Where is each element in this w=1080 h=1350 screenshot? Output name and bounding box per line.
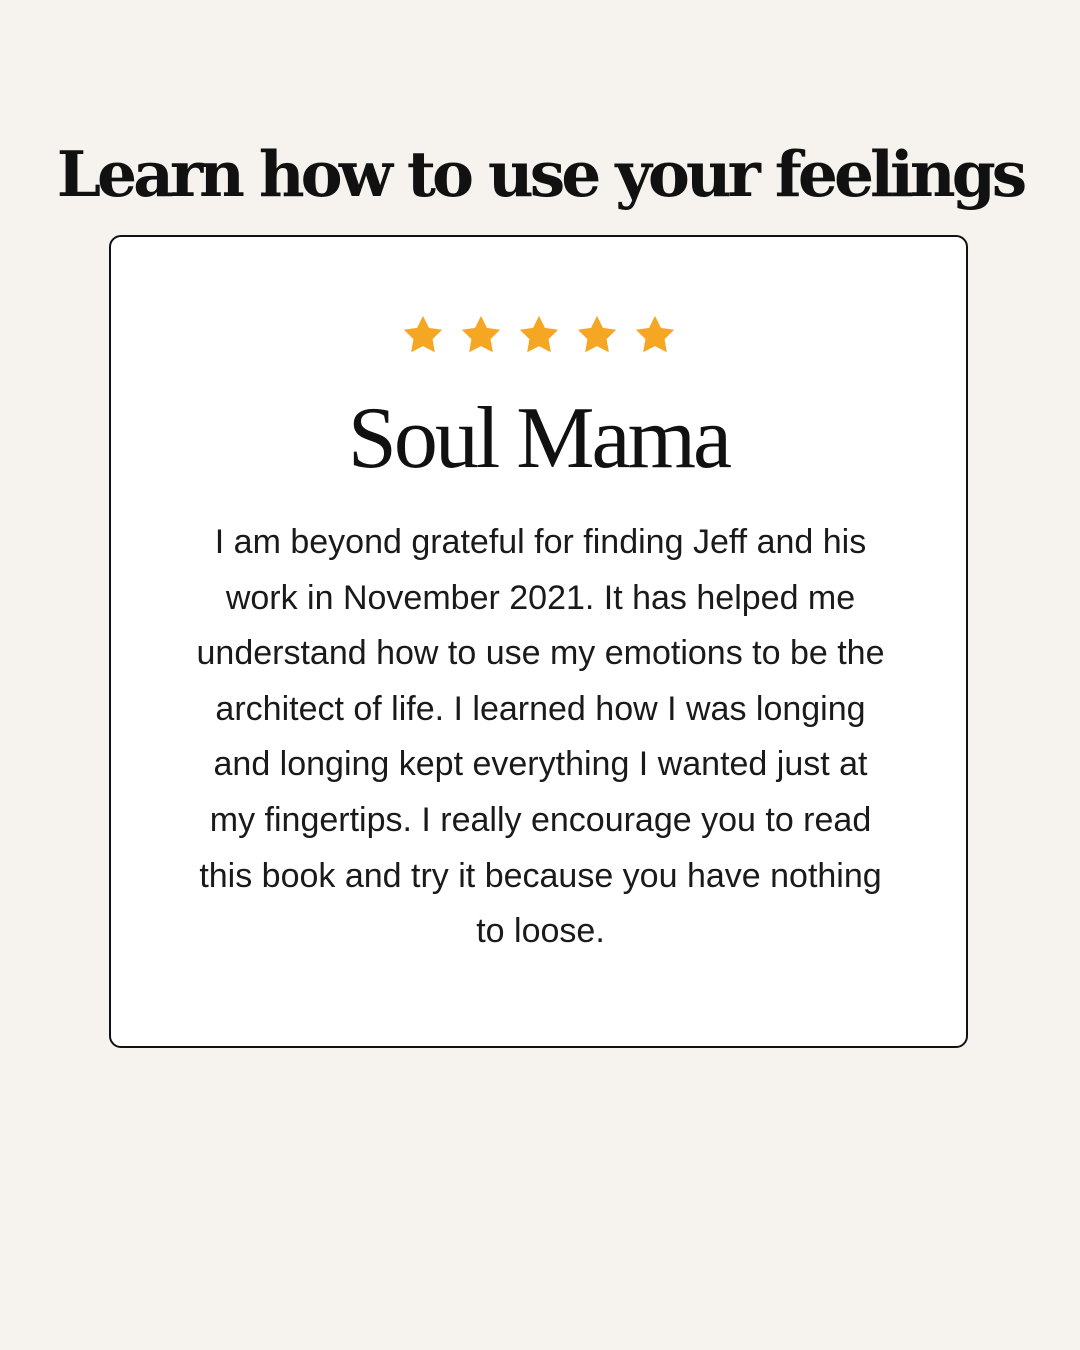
testimonial-card xyxy=(109,235,968,1048)
star-rating xyxy=(111,313,966,359)
star-icon xyxy=(574,313,620,359)
reviewer-name: Soul Mama xyxy=(347,390,730,487)
star-icon xyxy=(516,313,562,359)
page-headline: Learn how to use your feelings xyxy=(56,137,1024,212)
star-icon xyxy=(632,313,678,359)
review-text: I am beyond grateful for finding Jeff and his work in November 2021. It has helped me understand how to use my emotions to be the architect of life. I learned how I was longing and longing kept everything I wanted just at my fingertips. I really encourage you to read this book and try it because you have nothing to loose. xyxy=(196,523,885,951)
star-icon xyxy=(400,313,446,359)
star-icon xyxy=(458,313,504,359)
